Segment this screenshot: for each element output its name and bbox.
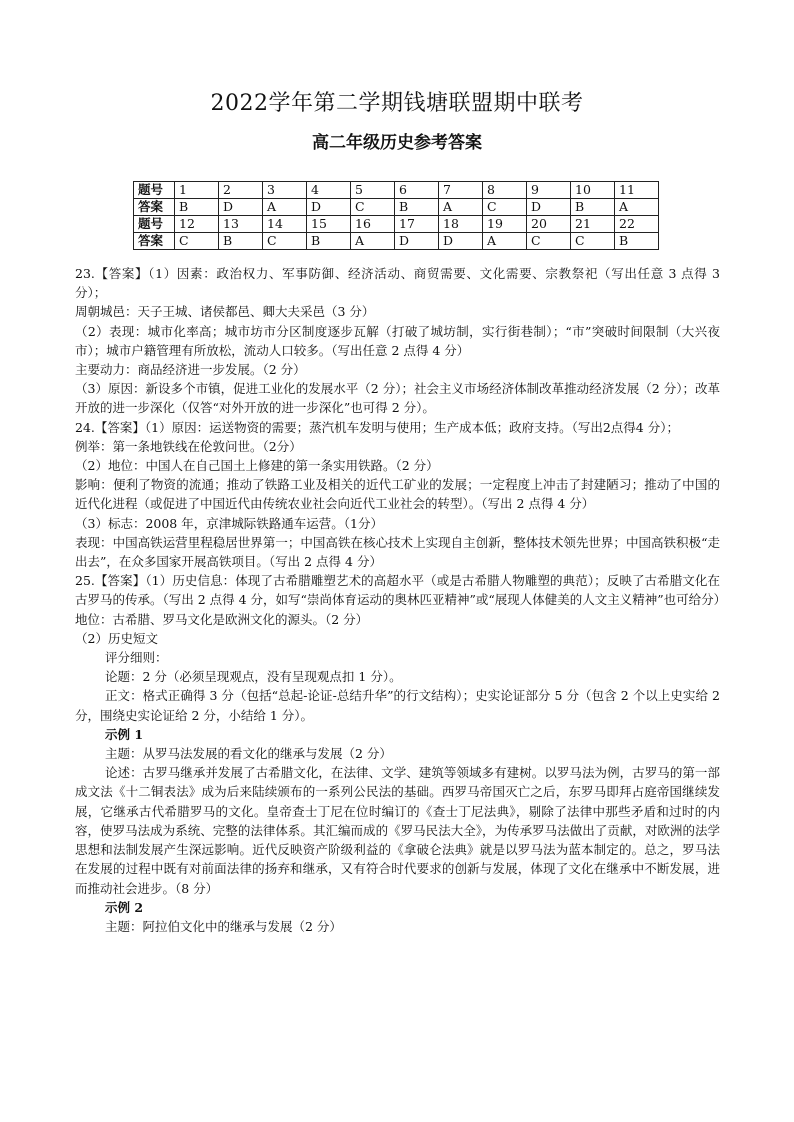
row-header: 题号 <box>134 182 175 199</box>
table-cell: 6 <box>395 182 439 199</box>
table-cell: 20 <box>527 216 571 233</box>
table-cell: 7 <box>439 182 483 199</box>
table-cell: D <box>307 199 351 216</box>
example-1-theme: 主题：从罗马法发展的看文化的继承与发展（2 分） <box>105 746 392 762</box>
scoring-body: 正文：格式正确得 3 分（包括“总起-论证-总结升华”的行文结构）；史实论证部分 5 分（包含 2 个以上史实给 2 分，围绕史实论证给 2 分，小结给 1 分）。 <box>75 688 720 723</box>
table-row <box>134 199 659 216</box>
table-cell: A <box>351 233 395 250</box>
q25-part2-heading: （2）历史短文 <box>75 630 158 646</box>
table-cell: B <box>395 199 439 216</box>
table-cell: C <box>175 233 219 250</box>
table-cell: A <box>263 199 307 216</box>
table-cell: 15 <box>307 216 351 233</box>
example-1-essay: 论述：古罗马继承并发展了古希腊文化，在法律、文学、建筑等领域多有建树。以罗马法为例，古罗马的第一部成文法《十二铜表法》成为后来陆续颁布的一系列公民法的基础。西罗马帝国灭亡之后，东罗马即拜占庭帝国继续发展，它继承古代希腊罗马的文化。皇帝查士丁尼在位时编订的《查士丁尼法典》，剔除了法律中那些矛盾和过时的内容，使罗马法成为系统、完整的法律体系。其汇编而成的《罗马民法大全》，为传承罗马法做出了贡献，对欧洲的法学思想和法制发展产生深远影响。近代反映资产阶级利益的《拿破仑法典》就是以罗马法为蓝本制定的。总之，罗马法在发展的过程中既有对前面法律的扬弃和继承，又有符合时代要求的创新与发展，体现了文化在继承中不断发展，进而推动社会进步。（8 分） <box>75 765 720 896</box>
table-cell: C <box>571 233 615 250</box>
row-header: 题号 <box>134 216 175 233</box>
example-2-theme: 主题：阿拉伯文化中的继承与发展（2 分） <box>105 918 342 934</box>
example-1-heading: 示例 1 <box>105 726 144 742</box>
table-cell: 5 <box>351 182 395 199</box>
q25-part1: 25.【答案】（1）历史信息：体现了古希腊雕塑艺术的高超水平（或是古希腊人物雕塑的典范）；反映了古希腊文化在古罗马的传承。（写出 2 点得 4 分，如写“崇尚体育运动的奥林匹亚精神”或“展现人体健美的人文主义精神”也可给分） <box>75 573 727 608</box>
table-cell: A <box>439 199 483 216</box>
row-header: 答案 <box>134 199 175 216</box>
row-header: 答案 <box>134 233 175 250</box>
table-cell: 2 <box>219 182 263 199</box>
document-subtitle: 高二年级历史参考答案 <box>312 133 482 153</box>
table-cell: C <box>263 233 307 250</box>
table-cell: C <box>527 233 571 250</box>
table-cell: 10 <box>571 182 615 199</box>
document-title: 2022学年第二学期钱塘联盟期中联考 <box>210 91 584 116</box>
table-cell: 13 <box>219 216 263 233</box>
q24-example: 例举：第一条地铁线在伦敦问世。（2分） <box>75 438 302 454</box>
table-cell: B <box>219 233 263 250</box>
q23-part2: （2）表现：城市化率高；城市坊市分区制度逐步瓦解（打破了城坊制，实行街巷制）；“市”突破时间限制（大兴夜市）；城市户籍管理有所放松，流动人口较多。（写出任意 2 点得 4 分） <box>75 323 720 358</box>
table-cell: 9 <box>527 182 571 199</box>
table-cell: 14 <box>263 216 307 233</box>
table-cell: D <box>395 233 439 250</box>
q24-performance: 表现：中国高铁运营里程稳居世界第一；中国高铁在核心技术上实现自主创新，整体技术领先世界；中国高铁积极“走出去”，在众多国家开展高铁项目。（写出 2 点得 4 分） <box>75 534 720 570</box>
table-row <box>134 233 659 250</box>
q25-status: 地位：古希腊、罗马文化是欧洲文化的源头。（2 分） <box>75 611 369 627</box>
table-cell: 8 <box>483 182 527 199</box>
q24-part1: 24.【答案】（1）原因：运送物资的需要；蒸汽机车发明与使用；生产成本低；政府支持。（写出2点得4 分）； <box>75 419 679 435</box>
table-row <box>134 182 659 199</box>
table-cell: D <box>527 199 571 216</box>
example-2-heading: 示例 2 <box>105 899 144 915</box>
table-cell: A <box>483 233 527 250</box>
table-cell: B <box>175 199 219 216</box>
table-cell: A <box>615 199 659 216</box>
table-cell: 1 <box>175 182 219 199</box>
table-cell: 19 <box>483 216 527 233</box>
scoring-rules-heading: 评分细则： <box>105 650 168 666</box>
table-cell: 16 <box>351 216 395 233</box>
q23-driving-force: 主要动力：商品经济进一步发展。（2 分） <box>75 362 306 378</box>
table-cell: 3 <box>263 182 307 199</box>
table-cell: C <box>483 199 527 216</box>
table-cell: 12 <box>175 216 219 233</box>
q23-zhou-cities: 周朝城邑：天子王城、诸侯都邑、卿大夫采邑（3 分） <box>75 304 375 320</box>
table-cell: 22 <box>615 216 659 233</box>
table-row <box>134 216 659 233</box>
q24-impact: 影响：便利了物资的流通；推动了铁路工业及相关的近代工矿业的发展；一定程度上冲击了封建陋习；推动了中国的近代化进程（或促进了中国近代由传统农业社会向近代工业社会的转型）。（写出 2 点得 4 分） <box>75 477 720 512</box>
q23-factors: 23.【答案】（1）因素：政治权力、军事防御、经济活动、商贸需要、文化需要、宗教祭祀（写出任意 3 点得 3 分）； <box>75 266 720 301</box>
q23-part3: （3）原因：新设多个市镇，促进工业化的发展水平（2 分）；社会主义市场经济体制改革推动经济发展（2 分）；改革开放的进一步深化（仅答“对外开放的进一步深化”也可得 2 分）。 <box>75 381 720 416</box>
table-cell: 11 <box>615 182 659 199</box>
answer-table <box>133 181 659 250</box>
table-cell: 17 <box>395 216 439 233</box>
answer-content <box>75 264 727 936</box>
table-cell: 4 <box>307 182 351 199</box>
table-cell: B <box>571 199 615 216</box>
table-cell: D <box>219 199 263 216</box>
q24-part3: （3）标志：2008 年，京津城际铁路通车运营。（1分） <box>75 515 383 531</box>
scoring-thesis: 论题：2 分（必须呈现观点，没有呈现观点扣 1 分）。 <box>105 669 402 685</box>
table-cell: C <box>351 199 395 216</box>
table-cell: B <box>615 233 659 250</box>
table-cell: B <box>307 233 351 250</box>
table-cell: 21 <box>571 216 615 233</box>
table-cell: D <box>439 233 483 250</box>
q24-part2: （2）地位：中国人在自己国土上修建的第一条实用铁路。（2 分） <box>75 458 439 474</box>
table-cell: 18 <box>439 216 483 233</box>
